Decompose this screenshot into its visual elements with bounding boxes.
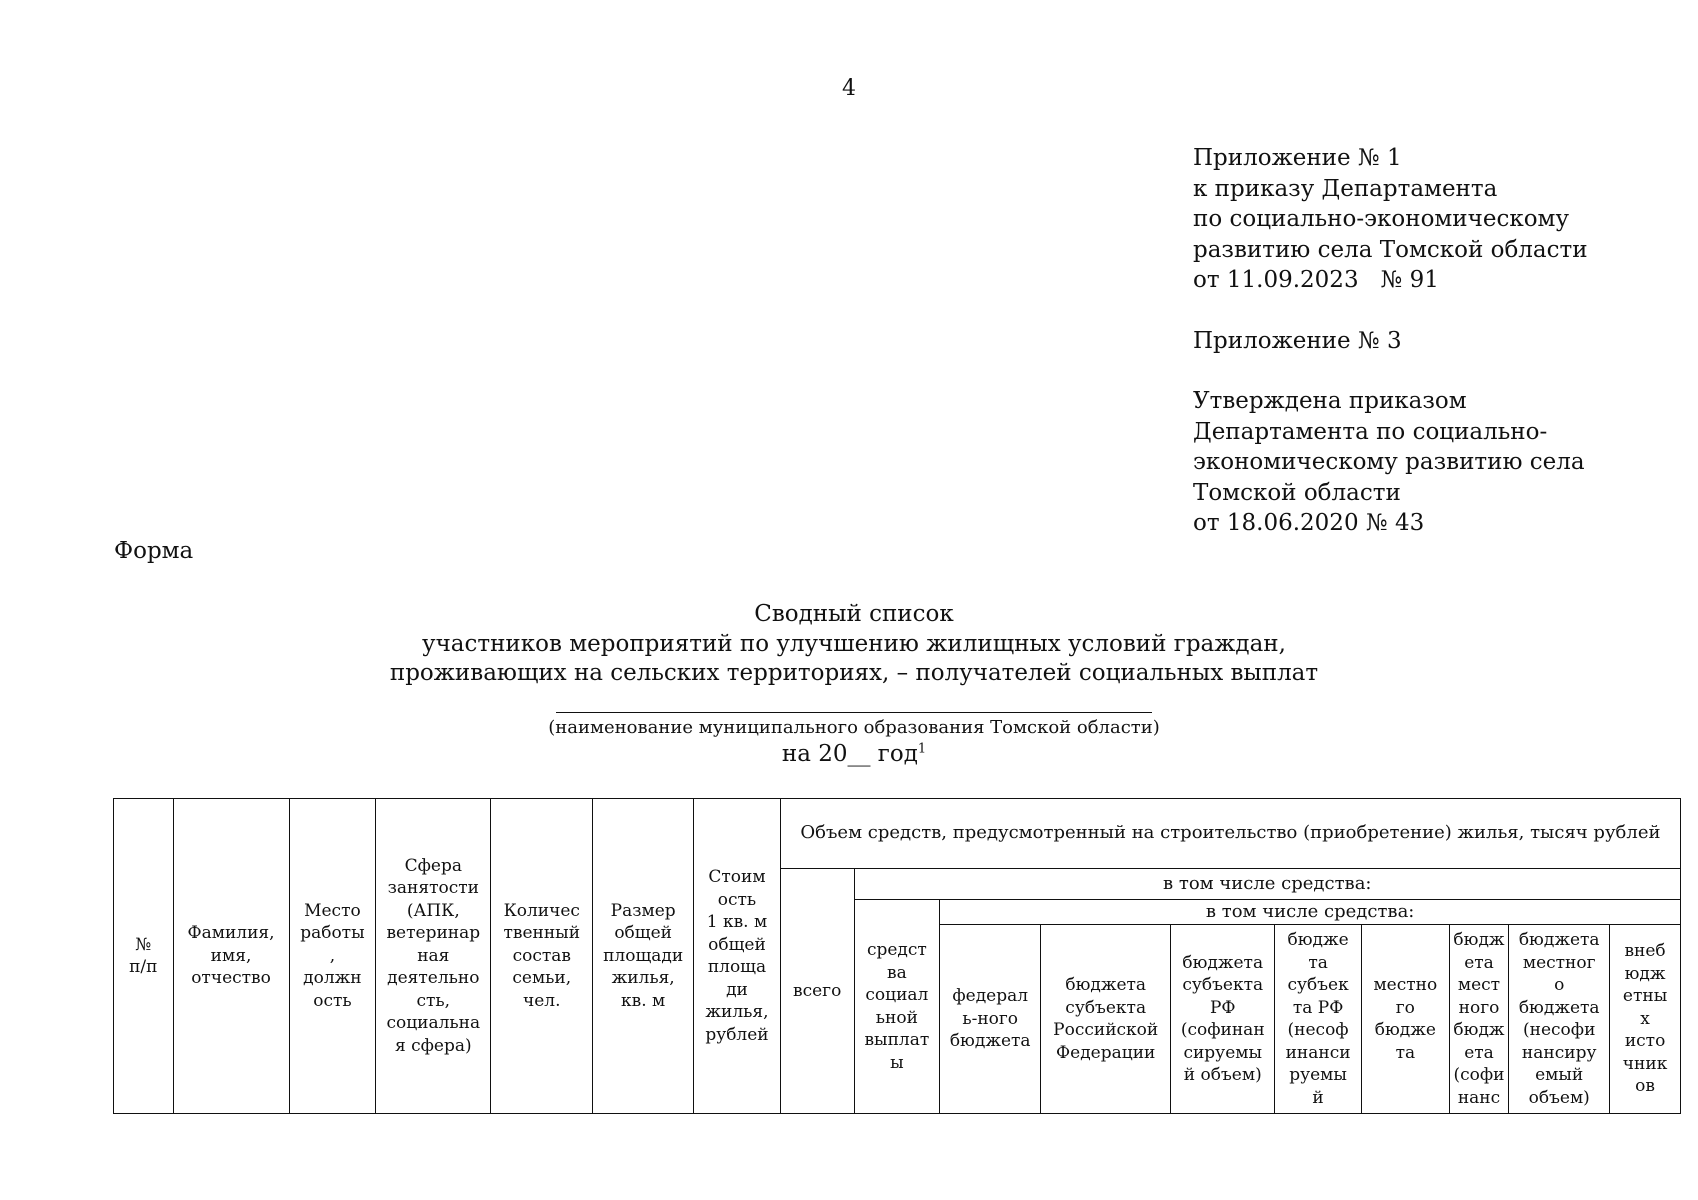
approval-line: экономическому развитию села bbox=[1193, 449, 1585, 475]
title-line: проживающих на сельских территориях, – получателей социальных выплат bbox=[389, 660, 1319, 686]
header-housing-area: Размер общей площади жилья, кв. м bbox=[593, 799, 694, 1114]
municipality-fill-line bbox=[556, 712, 1152, 713]
header-local-budget-noncofinanced: бюджета местног о бюджета (несофи нансиру емый объем) bbox=[1509, 925, 1610, 1114]
appendix-1-line: по социально-экономическому bbox=[1193, 206, 1569, 232]
participants-table bbox=[113, 798, 1681, 1114]
header-cost-per-sqm: Стоим ость 1 кв. м общей площа ди жилья, рублей bbox=[694, 799, 781, 1114]
header-subject-budget-noncofinanced: бюдже та субъек та РФ (несоф инанси руемы й bbox=[1275, 925, 1362, 1114]
header-including-funds-2: в том числе средства: bbox=[940, 900, 1681, 925]
header-local-budget-cofinanced: бюдж ета мест ного бюдж ета (софи нанс bbox=[1449, 925, 1509, 1114]
form-label: Форма bbox=[114, 538, 194, 564]
header-social-payment: средст ва социал ьной выплат ы bbox=[854, 900, 940, 1114]
document-title bbox=[0, 600, 1698, 689]
appendix-1-line: развитию села Томской области bbox=[1193, 236, 1588, 263]
header-funds-volume: Объем средств, предусмотренный на строительство (приобретение) жилья, тысяч рублей bbox=[780, 799, 1680, 869]
header-total: всего bbox=[780, 869, 854, 1114]
appendix-3-label: Приложение № 3 bbox=[1193, 327, 1402, 354]
header-workplace: Место работы , должн ость bbox=[289, 799, 376, 1114]
year-line bbox=[0, 741, 1698, 767]
appendix-1-line: от 11.09.2023 № 91 bbox=[1193, 267, 1439, 293]
appendix-1-line: Приложение № 1 bbox=[1193, 145, 1402, 171]
header-including-funds-1: в том числе средства: bbox=[854, 869, 1681, 900]
approval-line: Томской области bbox=[1193, 479, 1401, 506]
header-subject-budget-cofinanced: бюджета субъекта РФ (софинан сируемы й объем) bbox=[1171, 925, 1275, 1114]
title-line: участников мероприятий по улучшению жилищных условий граждан, bbox=[422, 630, 1286, 657]
header-family-size: Количес твенный состав семьи, чел. bbox=[491, 799, 593, 1114]
header-local-budget: местно го бюдже та bbox=[1361, 925, 1449, 1114]
year-footnote-mark: 1 bbox=[917, 741, 927, 757]
approval-line: Департамента по социально- bbox=[1193, 418, 1548, 445]
header-federal-budget: федерал ь-ного бюджета bbox=[940, 925, 1041, 1114]
header-number: № п/п bbox=[114, 799, 174, 1114]
municipality-caption: (наименование муниципального образования Томской области) bbox=[548, 717, 1160, 738]
approval-line: Утверждена приказом bbox=[1193, 388, 1467, 414]
header-subject-budget: бюджета субъекта Российской Федерации bbox=[1041, 925, 1171, 1114]
title-line: Сводный список bbox=[754, 601, 954, 627]
header-full-name: Фамилия, имя, отчество bbox=[173, 799, 289, 1114]
year-text: на 20__ год bbox=[781, 741, 918, 767]
appendix-block bbox=[1193, 143, 1588, 539]
page-number: 4 bbox=[842, 76, 856, 101]
header-employment-sphere: Сфера занятости (АПК, ветеринар ная деятельно сть, социальна я сфера) bbox=[376, 799, 491, 1114]
approval-line: от 18.06.2020 № 43 bbox=[1193, 510, 1425, 536]
header-extrabudgetary-sources: внеб юдж етны х исто чник ов bbox=[1610, 925, 1681, 1114]
appendix-1-line: к приказу Департамента bbox=[1193, 175, 1498, 202]
